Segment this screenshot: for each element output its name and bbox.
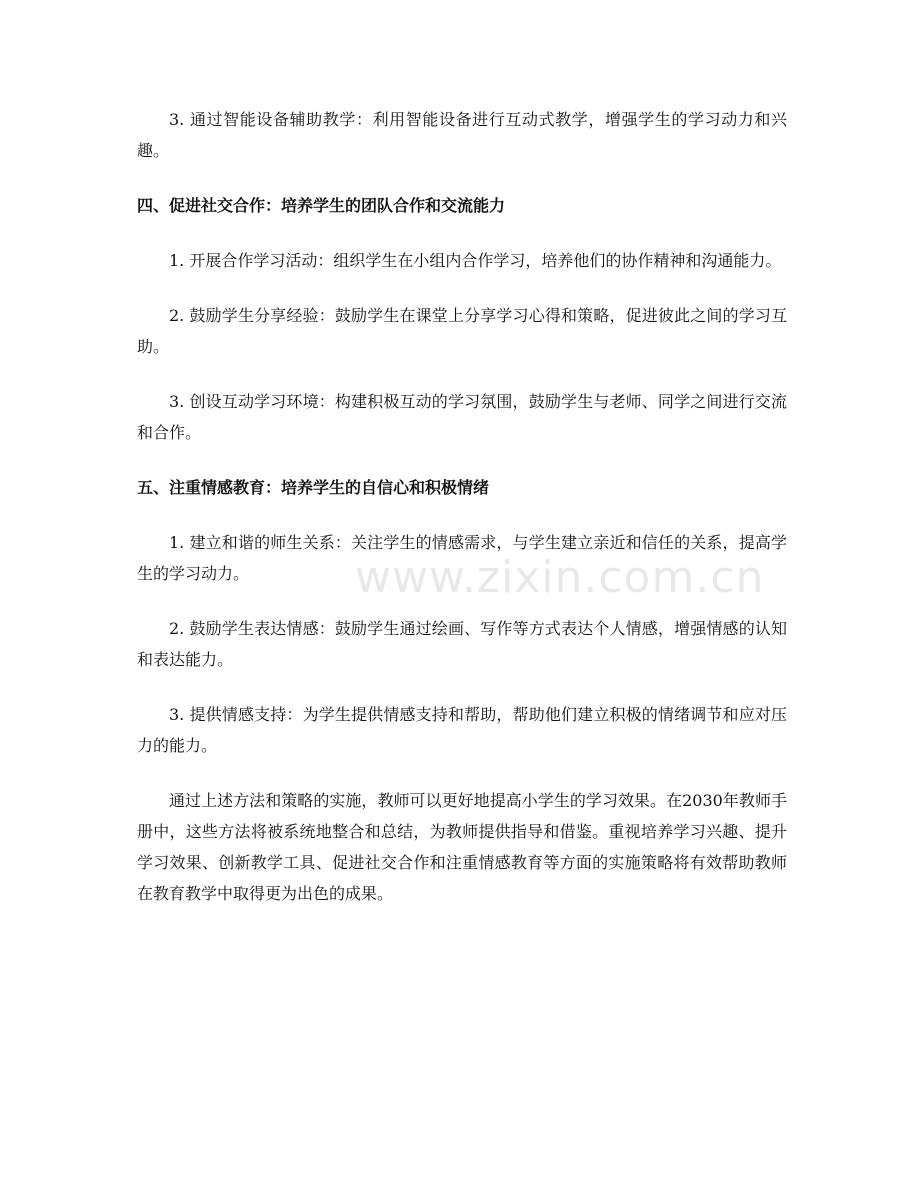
watermark-text: www.zixin.com.cn [355, 552, 765, 603]
section-heading: 五、注重情感教育：培养学生的自信心和积极情绪 [137, 478, 490, 497]
closing-paragraph: 通过上述方法和策略的实施，教师可以更好地提高小学生的学习效果。在2030年教师手册中，这些方法将被系统地整合和总结，为教师提供指导和借鉴。重视培养学习兴趣、提升学习效果、创新教学工具、促进社交合作和注重情感教育等方面的实施策略将有效帮助教师在教育教学中取得更为出色的成果。 [137, 791, 787, 903]
section-heading: 四、促进社交合作：培养学生的团队合作和交流能力 [137, 196, 506, 215]
document-body [137, 104, 787, 909]
list-item: 1. 开展合作学习活动：组织学生在小组内合作学习，培养他们的协作精神和沟通能力。 [169, 251, 782, 270]
list-item: 2. 鼓励学生表达情感：鼓励学生通过绘画、写作等方式表达个人情感，增强情感的认知和表达能力。 [137, 619, 787, 669]
list-item: 3. 创设互动学习环境：构建积极互动的学习氛围，鼓励学生与老师、同学之间进行交流和合作。 [137, 392, 787, 442]
list-item: 1. 建立和谐的师生关系：关注学生的情感需求，与学生建立亲近和信任的关系，提高学生的学习动力。 [137, 533, 787, 583]
list-item: 3. 提供情感支持：为学生提供情感支持和帮助，帮助他们建立积极的情绪调节和应对压力的能力。 [137, 705, 787, 755]
list-item: 2. 鼓励学生分享经验：鼓励学生在课堂上分享学习心得和策略，促进彼此之间的学习互助。 [137, 306, 787, 356]
list-item: 3. 通过智能设备辅助教学：利用智能设备进行互动式教学，增强学生的学习动力和兴趣。 [137, 110, 787, 160]
